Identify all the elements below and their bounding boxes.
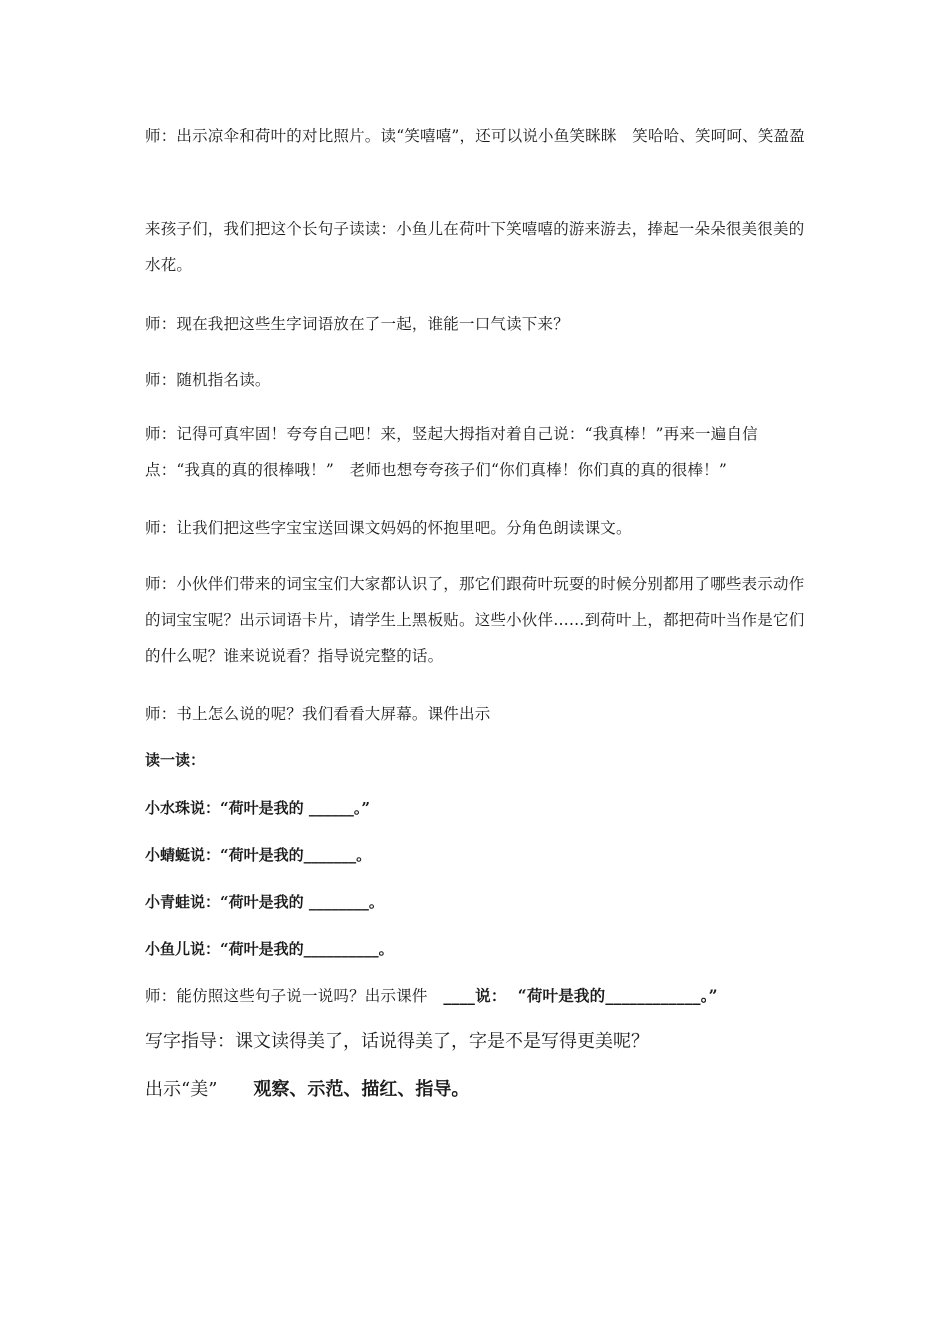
paragraph-3: 师：现在我把这些生字词语放在了一起，谁能一口气读下来？	[145, 315, 569, 333]
imitate-line	[145, 978, 810, 1014]
writing-show-bold: 观察、示范、描红、指导。	[253, 1079, 470, 1100]
paragraph-7: 师：小伙伴们带来的词宝宝们大家都认识了，那它们跟荷叶玩耍的时候分别都用了哪些表示动作的词宝宝呢？出示词语卡片，请学生上黑板贴。这些小伙伴……到荷叶上，都把荷叶当作是它们的什么呢？谁来说说看？指导说完整的话。	[145, 575, 805, 665]
imitate-bold: ____说： “荷叶是我的____________。”	[443, 986, 718, 1005]
writing-show-prefix: 出示“美”	[145, 1079, 254, 1100]
paragraph-4: 师：随机指名读。	[145, 371, 271, 389]
paragraph-6: 师：让我们把这些字宝宝送回课文妈妈的怀抱里吧。分角色朗读课文。	[145, 519, 632, 537]
writing-guide: 写字指导：课文读得美了，话说得美了，字是不是写得更美呢？	[145, 1031, 649, 1052]
exercise-line-1: 小水珠说：“荷叶是我的 ______。”	[145, 799, 370, 817]
paragraph-2: 来孩子们，我们把这个长句子读读：小鱼儿在荷叶下笑嘻嘻的游来游去，捧起一朵朵很美很美的水花。	[145, 220, 805, 274]
paragraph-5: 师：记得可真牢固！夸夸自己吧！来，竖起大拇指对着自己说：“我真棒！”再来一遍自信点：“我真的真的很棒哦！” 老师也想夸夸孩子们“你们真棒！你们真的真的很棒！”	[145, 425, 758, 479]
exercise-title: 读一读：	[145, 751, 206, 769]
paragraph-8: 师：书上怎么说的呢？我们看看大屏幕。课件出示	[145, 705, 491, 723]
exercise-line-3: 小青蛙说：“荷叶是我的 ________。	[145, 893, 384, 911]
exercise-line-2: 小蜻蜓说：“荷叶是我的_______。	[145, 846, 372, 864]
exercise-line-4: 小鱼儿说：“荷叶是我的__________。	[145, 940, 394, 958]
writing-show-line	[145, 1076, 810, 1104]
imitate-prefix: 师：能仿照这些句子说一说吗？出示课件	[145, 987, 444, 1005]
paragraph-1: 师：出示凉伞和荷叶的对比照片。读“笑嘻嘻”，还可以说小鱼笑眯眯 笑哈哈、笑呵呵、笑盈盈	[145, 127, 805, 145]
